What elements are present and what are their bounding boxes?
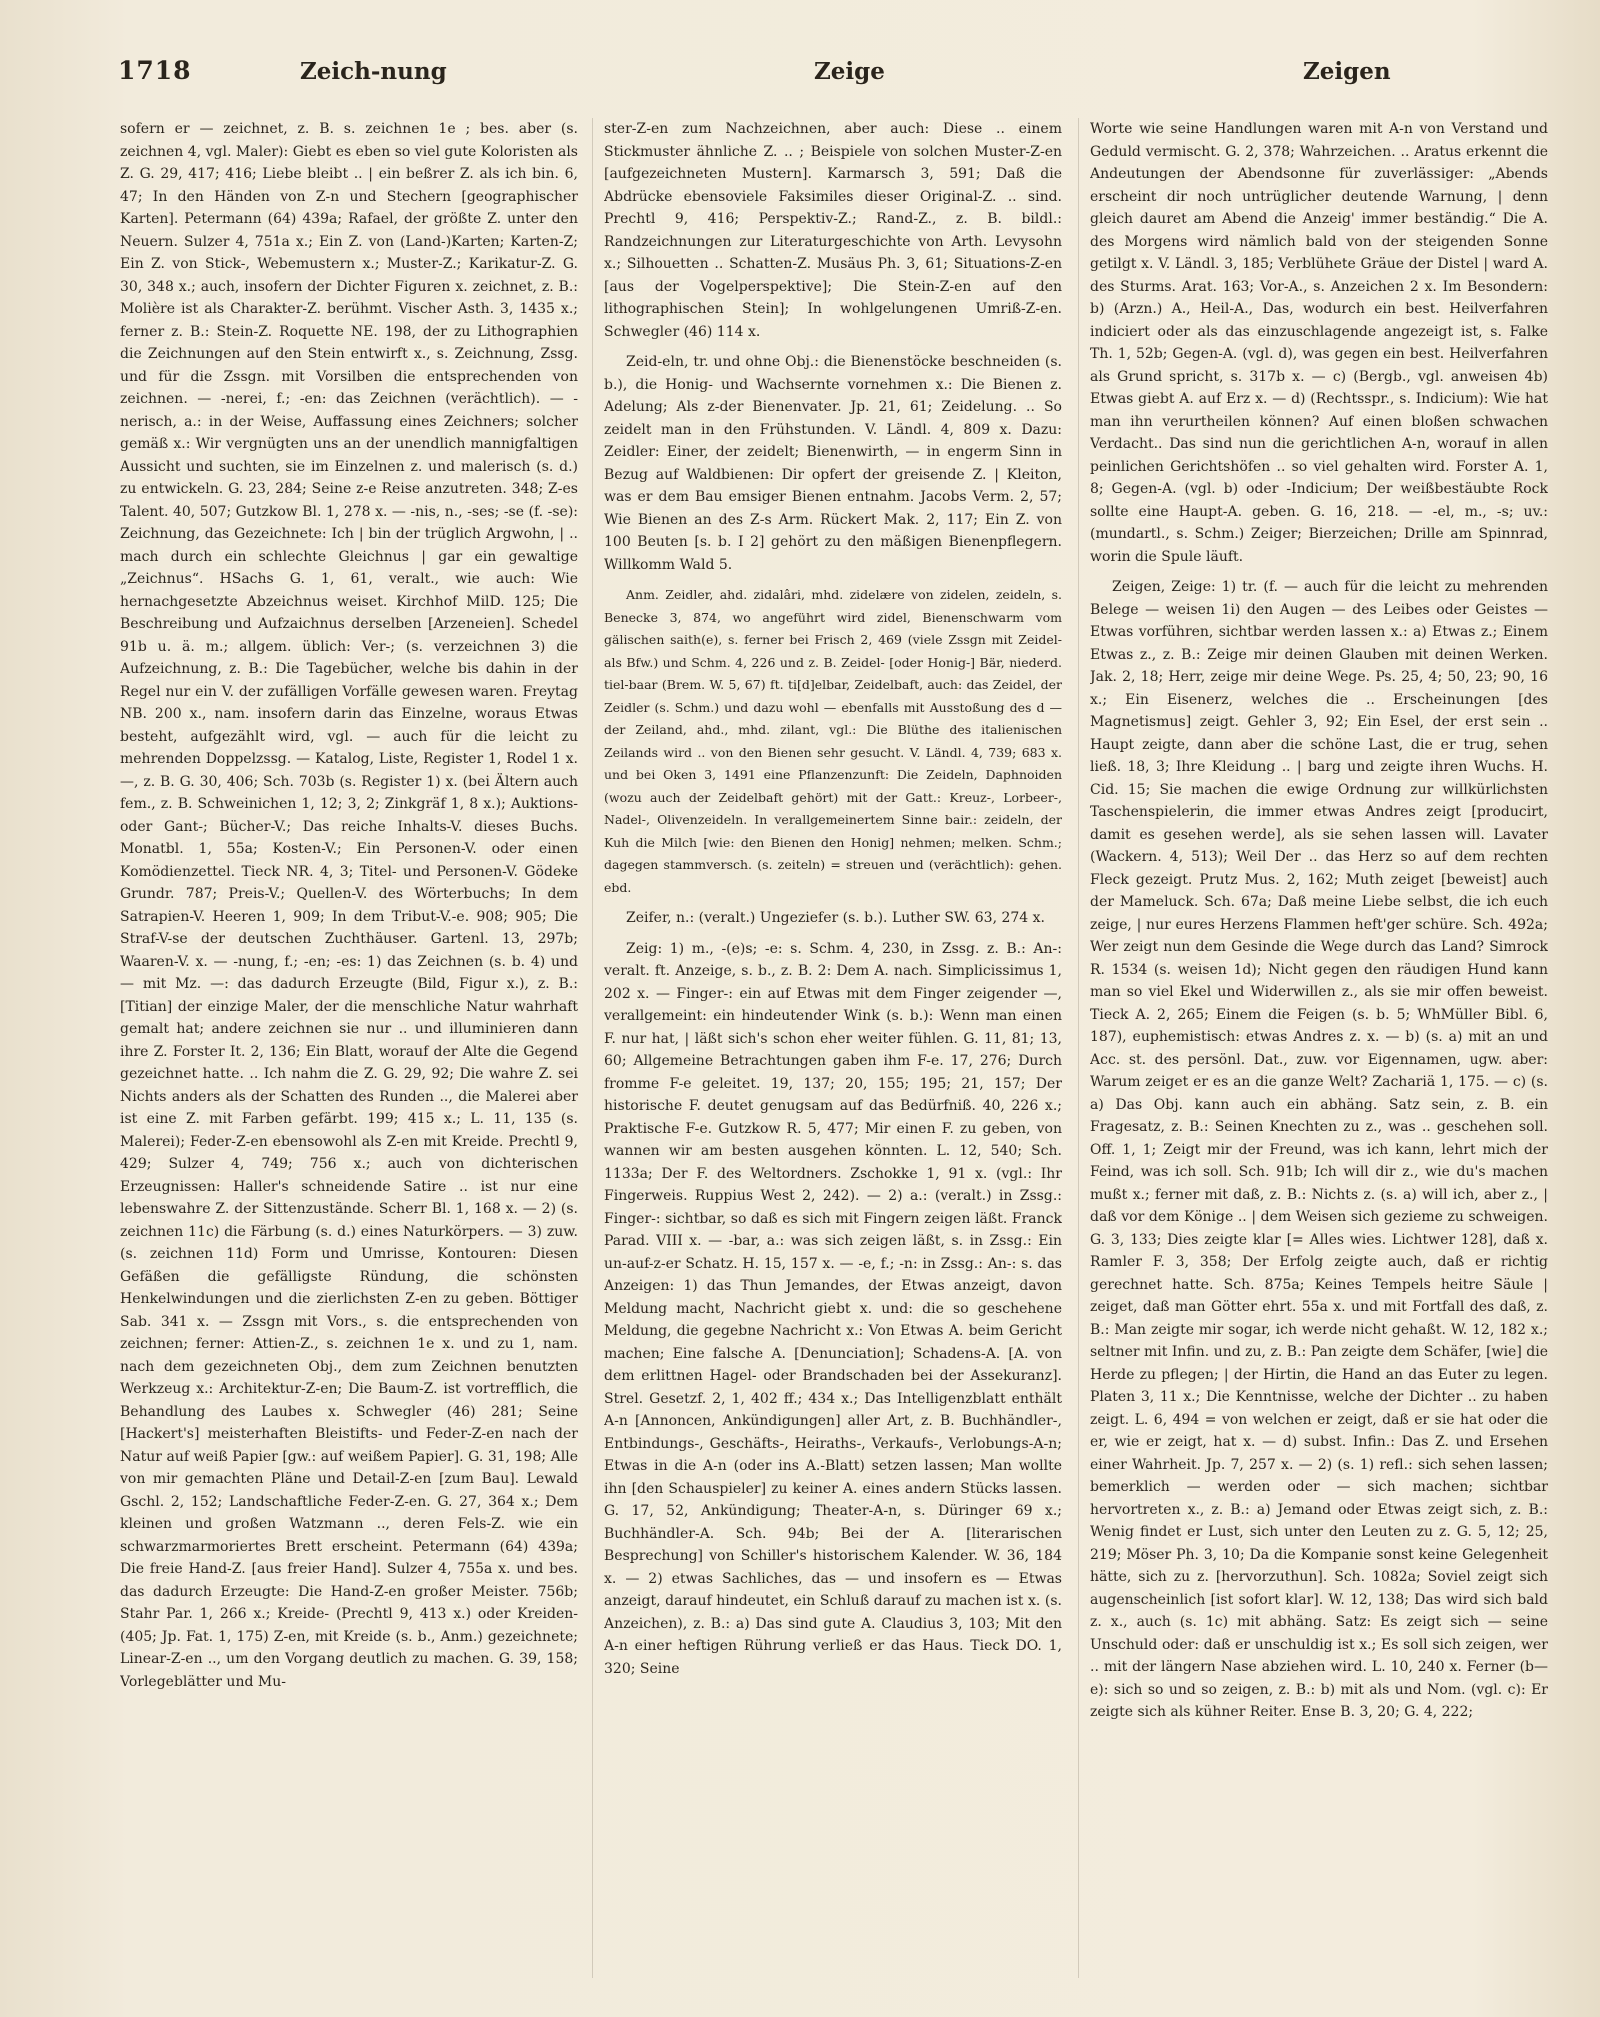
column-divider	[592, 118, 593, 1978]
text-column-2	[604, 118, 1062, 1978]
entry-paragraph: Worte wie seine Handlungen waren mit A-n von Verstand und Geduld vermischt. G. 2, 378; Wahrzeichen. .. Aratus erkennt die Andeutungen der Abendsonne für zuverlässiger: „Abends erscheint dir noch untrüglicher deutende Warnung, | denn gleich dauret am Abend die Anzeig' immer beständig.“ Die A. des Morgens wird nämlich bald von der steigenden Sonne getilgt x. V. Ländl. 3, 185; Verblühete Gräue der Distel | ward A. des Sturms. Arat. 163; Vor-A., s. Anzeichen 2 x. Im Besondern: b) (Arzn.) A., Heil-A., Das, wodurch ein best. Heilverfahren indiciert oder als das einzuschlagende angezeigt ist, s. Falke Th. 1, 52b; Gegen-A. (vgl. d), was gegen ein best. Heilverfahren als Grund spricht, s. 317b x. — c) (Bergb., vgl. anweisen 4b) Etwas giebt A. auf Erz x. — d) (Rechtsspr., s. Indicium): Wie hat man ihn verurtheilen können? Auf einen bloßen schwachen Verdacht.. Das sind nun die gerichtlichen A-n, worauf in allen peinlichen Gerichtshöfen .. so viel gehalten wird. Forster A. 1, 8; Gegen-A. (vgl. b) oder -Indicium; Der weißbestäubte Rock sollte eine Haupt-A. geben. G. 16, 218. — -el, m., -s; uv.: (mundartl., s. Schm.) Zeiger; Bierzeichen; Drille am Spinnrad, worin die Spule läuft.	[1090, 121, 1548, 565]
entry-zeigen: Zeigen, Zeige: 1) tr. (f. — auch für die leicht zu mehrenden Belege — weisen 1i) den Augen — des Leibes oder Geistes — Etwas vorführen, sichtbar werden lassen x.: a) Etwas z.; Einem Etwas z., z. B.: Zeige mir deinen Glauben mit deinen Werken. Jak. 2, 18; Herr, zeige mir deine Wege. Ps. 25, 4; 50, 23; 90, 16 x.; Ein Eisenerz, welches die .. Erscheinungen [des Magnetismus] zeigt. Gehler 3, 92; Ein Esel, der erst sein .. Haupt zeigte, dann aber die schöne Last, die er trug, sehen ließ. 18, 3; Ihre Kleidung .. | barg und zeigte ihren Wuchs. H. Cid. 15; Sie machen die ewige Ordnung zur willkürlichsten Taschenspielerin, die immer etwas Andres zeigt [producirt, damit es gesehen werde], als sie sehen lassen will. Lavater (Wackern. 4, 513); Weil Der .. das Herz so auf dem rechten Fleck gezeigt. Prutz Mus. 2, 162; Muth zeiget [beweist] auch der Mameluck. Sch. 67a; Daß meine Liebe selbst, die ich euch zeige, | nur eures Herzens Flammen heft'ger schüre. Sch. 492a; Wer zeigt nun dem Gesinde die Wege durch das Land? Simrock R. 1534 (s. weisen 1d); Nicht gegen den räudigen Hund kann man so viel Ekel und Widerwillen z., als sie mir offen beweist. Tieck A. 2, 265; Einem die Feigen (s. b. 5; WhMüller Bibl. 6, 187), euphemistisch: etwas Andres z. x. — b) (s. a) mit an und Acc. st. des persönl. Dat., zuw. vor Eigennamen, ugw. aber: Warum zeiget er es an die ganze Welt? Zachariä 1, 175. — c) (s. a) Das Obj. kann auch ein abhäng. Satz sein, z. B. ein Fragesatz, z. B.: Seinen Knechten zu z., was .. geschehen soll. Off. 1, 1; Zeigt mir der Freund, was ich kann, lehrt mich der Feind, was ich soll. Sch. 91b; Ich will dir z., wie du's machen mußt x.; ferner mit daß, z. B.: Nichts z. (s. a) will ich, aber z., | daß vor dem Könige .. | dem Weisen sich gezieme zu schweigen. G. 3, 133; Dies zeigte klar [= Alles wies. Lichtwer 128], daß x. Ramler F. 3, 358; Der Erfolg zeigte auch, daß er richtig gerechnet hatte. Sch. 875a; Keines Tempels heitre Säule | zeiget, daß man Götter ehrt. 55a x. und mit Fortfall des daß, z. B.: Man zeigte mir sogar, ich werde nicht gehaßt. W. 12, 182 x.; seltner mit Infin. und zu, z. B.: Pan zeigte dem Schäfer, [wie] die Herde zu pflegen; | der Hirtin, die Hand an das Euter zu legen. Platen 3, 11 x.; Die Kenntnisse, welche der Dichter .. zu haben zeigt. L. 6, 494 = von welchen er zeigt, daß er sie hat oder die er, wie er zeigt, hat x. — d) subst. Infin.: Das Z. und Ersehen einer Wahrheit. Jp. 7, 257 x. — 2) (s. 1) refl.: sich sehen lassen; bemerklich — werden oder — sich machen; sichtbar hervortreten x., z. B.: a) Jemand oder Etwas zeigt sich, z. B.: Wenig findet er Lust, sich unter den Leuten zu z. G. 5, 12; 25, 219; Möser Ph. 3, 10; Da die Kompanie sonst keine Gelegenheit hätte, sich zu z. [hervorzuthun]. Sch. 1082a; Soviel zeigt sich augenscheinlich [ist sofort klar]. W. 12, 138; Das wird sich bald z. x., auch (s. 1c) mit abhäng. Satz: Es zeigt sich — seine Unschuld oder: daß er unschuldig ist x.; Es soll sich zeigen, wer .. mit der längern Nase abziehen wird. L. 10, 240 x. Ferner (b—e): sich so und so zeigen, z. B.: b) mit als und Nom. (vgl. c): Er zeigte sich als kühner Reiter. Ense B. 3, 20; G. 4, 222;	[1090, 579, 1548, 1720]
entry-zeig: Zeig: 1) m., -(e)s; -e: s. Schm. 4, 230, in Zssg. z. B.: An-: veralt. ft. Anzeige, s. b., z. B. 2: Dem A. nach. Simplicissimus 1, 202 x. — Finger-: ein auf Etwas mit dem Finger zeigender —, verallgemeint: ein hindeutender Wink (s. b.): Wenn man einen F. nur hat, | läßt sich's schon eher weiter fühlen. G. 11, 81; 13, 60; Allgemeine Betrachtungen gaben ihm F-e. 17, 276; Durch fromme F-e geleitet. 19, 137; 20, 155; 195; 21, 157; Der historische F. deutet genugsam auf das Bedürfniß. 40, 226 x.; Praktische F-e. Gutzkow R. 5, 477; Mir einen F. zu geben, von wannen wir am besten ausgehen könnten. L. 12, 540; Sch. 1133a; Der F. des Weltordners. Zschokke 1, 91 x. (vgl.: Ihr Fingerweis. Ruppius West 2, 242). — 2) a.: (veralt.) in Zssg.: Finger-: sichtbar, so daß es sich mit Fingern zeigen läßt. Franck Parad. VIII x. — -bar, a.: was sich zeigen läßt, s. in Zssg.: Ein un-auf-z-er Schatz. H. 15, 157 x. — -e, f.; -n: in Zssg.: An-: s. das Anzeigen: 1) das Thun Jemandes, der Etwas anzeigt, davon Meldung macht, Nachricht giebt x. und: die so geschehene Meldung, die gegebne Nachricht x.: Von Etwas A. beim Gericht machen; Eine falsche A. [Denunciation]; Schadens-A. [A. von dem erlittnen Hagel- oder Brandschaden bei der Assekuranz]. Strel. Gesetzf. 2, 1, 402 ff.; 434 x.; Das Intelligenzblatt enthält A-n [Annoncen, Ankündigungen] aller Art, z. B. Buchhändler-, Entbindungs-, Geschäfts-, Heiraths-, Verkaufs-, Verlobungs-A-n; Etwas in die A-n (oder ins A.-Blatt) setzen lassen; Man wollte ihn [den Schauspieler] zu keiner A. eines andern Stücks lassen. G. 17, 52, Ankündigung; Theater-A-n, s. Düringer 69 x.; Buchhändler-A. Sch. 94b; Bei der A. [literarischen Besprechung] von Schiller's historischem Kalender. W. 36, 184 x. — 2) etwas Sachliches, das — und insofern es — Etwas anzeigt, darauf hindeutet, ein Schluß darauf zu machen ist x. (s. Anzeichen), z. B.: a) Das sind gute A. Claudius 3, 103; Mit den A-n einer heftigen Rührung verließ er das Haus. Tieck DO. 1, 320; Seine	[604, 940, 1062, 1677]
guide-word-right: Zeigen	[1303, 58, 1391, 85]
entry-note-zeidler: Anm. Zeidler, ahd. zidalâri, mhd. zidelære von zidelen, zeideln, s. Benecke 3, 874, wo angeführt wird zidel, Bienenschwarm vom gälischen saith(e), s. ferner bei Frisch 2, 469 (viele Zssgn mit Zeidel- als Bfw.) und Schm. 4, 226 und z. B. Zeidel- [oder Honig-] Bär, niederd. tiel-baar (Brem. W. 5, 67) ft. ti[d]elbar, Zeidelbaft, auch: das Zeidel, der Zeidler (s. Schm.) und dazu wohl — ebenfalls mit Ausstoßung des d — der Zeiland, ahd., mhd. zilant, vgl.: Die Blüthe des italienischen Zeilands wird .. von den Bienen sehr gesucht. V. Ländl. 4, 739; 683 x. und bei Oken 3, 1491 eine Pflanzenzunft: Die Zeideln, Daphnoiden (wozu auch der Zeidelbaft gehört) mit der Gatt.: Kreuz-, Lorbeer-, Nadel-, Olivenzeideln. In verallgemeinertem Sinne bair.: zeideln, der Kuh die Milch [wie: den Bienen den Honig] nehmen; melken. Schm.; dagegen stammversch. (s. zeiteln) = streuen und (verächtlich): gehen. ebd.	[604, 587, 1062, 895]
text-column-3	[1090, 118, 1548, 1978]
entry-zeifer: Zeifer, n.: (veralt.) Ungeziefer (s. b.). Luther SW. 63, 274 x.	[626, 910, 1045, 926]
entry-paragraph: sofern er — zeichnet, z. B. s. zeichnen 1e ; bes. aber (s. zeichnen 4, vgl. Maler): Giebt es eben so viel gute Koloristen als Z. G. 29, 417; 416; Liebe bleibt .. | ein beßrer Z. als ich bin. 6, 47; In den Händen von Z-n und Stechern [geographischer Karten]. Petermann (64) 439a; Rafael, der größte Z. unter den Neuern. Sulzer 4, 751a x.; Ein Z. von (Land-)Karten; Karten-Z; Ein Z. von Stick-, Webemustern x.; Muster-Z.; Karikatur-Z. G. 30, 348 x.; auch, insofern der Dichter Figuren x. zeichnet, z. B.: Molière ist als Charakter-Z. berühmt. Vischer Asth. 3, 1435 x.; ferner z. B.: Stein-Z. Roquette NE. 198, der zu Lithographien die Zeichnungen auf den Stein entwirft x., s. Zeichnung, Zssg. und für die Zssgn. mit Vorsilben die entsprechenden von zeichnen. — -nerei, f.; -en: das Zeichnen (verächtlich). — -nerisch, a.: in der Weise, Auffassung eines Zeichners; solcher gemäß x.: Wir vergnügten uns an der unendlich mannigfaltigen Aussicht und suchten, sie im Einzelnen z. und malerisch (s. d.) zu entwickeln. G. 23, 284; Seine z-e Reise anzutreten. 348; Z-es Talent. 40, 507; Gutzkow Bl. 1, 278 x. — -nis, n., -ses; -se (f. -se): Zeichnung, das Gezeichnete: Ich | bin der trüglich Argwohn, | .. mach durch ein schlechte Gleichnus | gar ein gewaltige „Zeichnus“. HSachs G. 1, 61, veralt., wie auch: Wie hernachgesetzte Abzeichnus weiset. Kirchhof MilD. 125; Die Beschreibung und Aufzaichnus derselben [Arzeneien]. Schedel 91b u. ä. m.; allgem. üblich: Ver-; (s. verzeichnen 3) die Aufzeichnung, z. B.: Die Tagebücher, welche bis dahin in der Regel nur ein V. der zufälligen Vorfälle gewesen waren. Freytag NB. 200 x., nam. insofern darin das Einzelne, woraus Etwas besteht, aufgezählt wird, vgl. — auch für die leicht zu mehrenden Doppelzssg. — Katalog, Liste, Register 1, Rodel 1 x. —, z. B. G. 30, 406; Sch. 703b (s. Register 1) x. (bei Ältern auch fem., z. B. Schweinichen 1, 12; 3, 2; Zinkgräf 1, 8 x.); Auktions- oder Gant-; Bücher-V.; Das reiche Inhalts-V. dieses Buchs. Monatbl. 1, 55a; Kosten-V.; Ein Personen-V. oder einen Komödienzettel. Tieck NR. 4, 3; Titel- und Personen-V. Gödeke Grundr. 787; Preis-V.; Quellen-V. des Wörterbuchs; In dem Satrapien-V. Heeren 1, 909; In dem Tribut-V.-e. 908; 905; Die Straf-V-se der deutschen Zuchthäuser. Gartenl. 13, 297b; Waaren-V. x. — -nung, f.; -en; -es: 1) das Zeichnen (s. b. 4) und — mit Mz. —: das dadurch Erzeugte (Bild, Figur x.), z. B.: [Titian] der einzige Maler, der die menschliche Natur wahrhaft gemalt hat; andere zeichnen sie nur .. und illuminieren dann ihre Z. Forster It. 2, 136; Ein Blatt, worauf der Alte die Gegend gezeichnet hatte. .. Ich nahm die Z. G. 29, 92; Die wahre Z. sei Nichts anders als der Schatten des Runden .., die Malerei aber ist eine Z. mit Farben gefärbt. 199; 415 x.; L. 11, 135 (s. Malerei); Feder-Z-en ebensowohl als Z-en mit Kreide. Prechtl 9, 429; Sulzer 4, 749; 756 x.; auch von dichterischen Erzeugnissen: Haller's schneidende Satire .. ist nur eine lebenswahre Z. der Sittenzustände. Scherr Bl. 1, 168 x. — 2) (s. zeichnen 11c) die Färbung (s. d.) eines Naturkörpers. — 3) zuw. (s. zeichnen 11d) Form und Umrisse, Kontouren: Diesen Gefäßen die gefälligste Ründung, die schönsten Henkelwindungen und die zierlichsten Z-en zu geben. Böttiger Sab. 341 x. — Zssgn mit Vors., s. die entsprechenden von zeichnen; ferner: Attien-Z., s. zeichnen 1e x. und zu 1, nam. nach dem gezeichneten Obj., dem zum Zeichnen benutzten Werkzeug x.: Architektur-Z-en; Die Baum-Z. ist vortrefflich, die Behandlung des Laubes x. Schwegler (46) 281; Seine [Hackert's] meisterhaften Bleistifts- und Feder-Z-en nach der Natur auf weiß Papier [gw.: auf weißem Papier]. G. 31, 198; Alle von mir gemachten Pläne und Detail-Z-en [zum Bau]. Lewald Gschl. 2, 152; Landschaftliche Feder-Z-en. G. 27, 364 x.; Dem kleinen und großen Watzmann .., deren Fels-Z. wie ein schwarzmarmoriertes Brett erscheint. Petermann (64) 439a; Die freie Hand-Z. [aus freier Hand]. Sulzer 4, 755a x. und bes. das dadurch Erzeugte: Die Hand-Z-en großer Meister. 756b; Stahr Par. 1, 266 x.; Kreide- (Prechtl 9, 413 x.) oder Kreiden- (405; Jp. Fat. 1, 175) Z-en, mit Kreide (s. b., Anm.) gezeichnete; Linear-Z-en .., um den Vorgang deutlich zu machen. G. 39, 158; Vorlegeblätter und Mu-	[120, 121, 578, 1690]
page-number: 1718	[118, 56, 192, 85]
entry-zeideln: Zeid-eln, tr. und ohne Obj.: die Bienenstöcke beschneiden (s. b.), die Honig- und Wachsernte vornehmen x.: Die Bienen z. Adelung; Als z-der Bienenvater. Jp. 21, 61; Zeidelung. .. So zeidelt man in den Frühstunden. V. Ländl. 4, 809 x. Dazu: Zeidler: Einer, der zeidelt; Bienenwirth, — in engerm Sinn in Bezug auf Waldbienen: Dir opfert der greisende Z. | Kleiton, was er dem Bau emsiger Bienen entnahm. Jacobs Verm. 2, 57; Wie Bienen an des Z-s Arm. Rückert Mak. 2, 117; Ein Z. von 100 Beuten [s. b. I 2] gehört zu den mäßigen Bienenpflegern. Willkomm Wald 5.	[604, 354, 1062, 573]
entry-paragraph: ster-Z-en zum Nachzeichnen, aber auch: Diese .. einem Stickmuster ähnliche Z. .. ; Beispiele von solchen Muster-Z-en [aufgezeichneten Mustern]. Karmarsch 3, 591; Daß die Abdrücke ebensoviele Faksimiles dieser Original-Z. .. sind. Prechtl 9, 416; Perspektiv-Z.; Rand-Z., z. B. bildl.: Randzeichnungen zur Literaturgeschichte von Arth. Levysohn x.; Silhouetten .. Schatten-Z. Musäus Ph. 3, 61; Situations-Z-en [aus der Vogelperspektive]; Die Stein-Z-en auf den lithographischen Stein]; In wohlgelungenen Umriß-Z-en. Schwegler (46) 114 x.	[604, 121, 1062, 340]
column-divider	[1078, 118, 1079, 1978]
text-column-1	[120, 118, 578, 1978]
guide-word-left: Zeich-nung	[300, 58, 447, 85]
guide-word-center: Zeige	[814, 58, 885, 85]
page-header	[118, 52, 1548, 92]
